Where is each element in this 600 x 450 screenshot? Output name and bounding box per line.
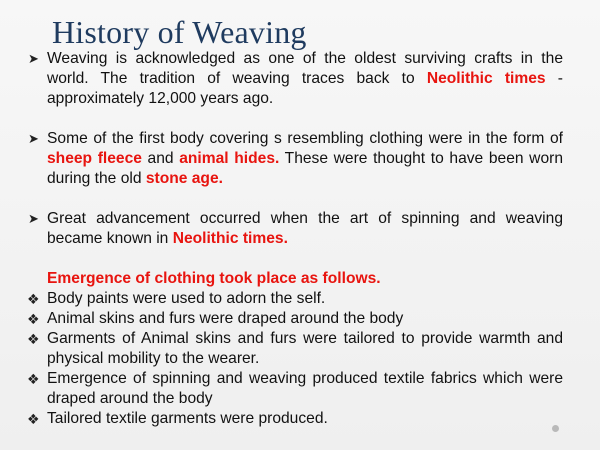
paragraph-text: Great advancement occurred when the art of spinning and weaving became known in	[47, 210, 563, 247]
highlight-neolithic-times: Neolithic times.	[172, 230, 288, 247]
paragraph-first-coverings	[18, 129, 563, 189]
highlight-stone-age: stone age.	[145, 170, 223, 187]
paragraph-text: Some of the first body covering s resembling clothing were in the form of	[47, 130, 563, 147]
highlight-animal-hides: animal hides.	[179, 150, 280, 167]
diamond-bullet-icon: ❖	[27, 371, 40, 387]
list-item-text: Body paints were used to adorn the self.	[47, 290, 326, 307]
paragraph-advancement	[18, 209, 563, 249]
paragraph-text: These were thought to have been worn during the old	[47, 150, 563, 187]
paragraph-text: Weaving is acknowledged as one of the oldest surviving crafts in the world. The tradition of weaving traces back to	[47, 50, 563, 87]
list-item	[18, 409, 563, 429]
list-item-text: Tailored textile garments were produced.	[47, 410, 328, 427]
arrow-bullet-icon: ➤	[28, 211, 39, 226]
diamond-bullet-icon: ❖	[27, 331, 40, 347]
list-item-text: Emergence of spinning and weaving produced textile fabrics which were draped around the body	[47, 370, 563, 407]
diamond-bullet-icon: ❖	[27, 291, 40, 307]
emergence-heading: Emergence of clothing took place as follows.	[47, 270, 381, 287]
diamond-bullet-icon: ❖	[27, 311, 40, 327]
list-item	[18, 309, 563, 329]
highlight-neolithic: Neolithic times	[426, 70, 546, 87]
slide-title: History of Weaving	[52, 14, 307, 50]
corner-dot-icon	[552, 425, 559, 432]
highlight-sheep-fleece: sheep fleece	[47, 150, 142, 167]
list-item-text: Garments of Animal skins and furs were tailored to provide warmth and physical mobility to the wearer.	[47, 330, 563, 367]
list-item	[18, 369, 563, 409]
list-item-text: Animal skins and furs were draped around the body	[47, 310, 404, 327]
arrow-bullet-icon: ➤	[28, 131, 39, 146]
paragraph-text: - approximately 12,000 years ago.	[47, 70, 563, 107]
paragraph-text: and	[141, 150, 180, 167]
diamond-bullet-icon: ❖	[27, 411, 40, 427]
list-item	[18, 329, 563, 369]
arrow-bullet-icon: ➤	[28, 51, 39, 66]
slide-body	[18, 49, 563, 429]
paragraph-weaving-origin	[18, 49, 563, 109]
list-item	[18, 289, 563, 309]
